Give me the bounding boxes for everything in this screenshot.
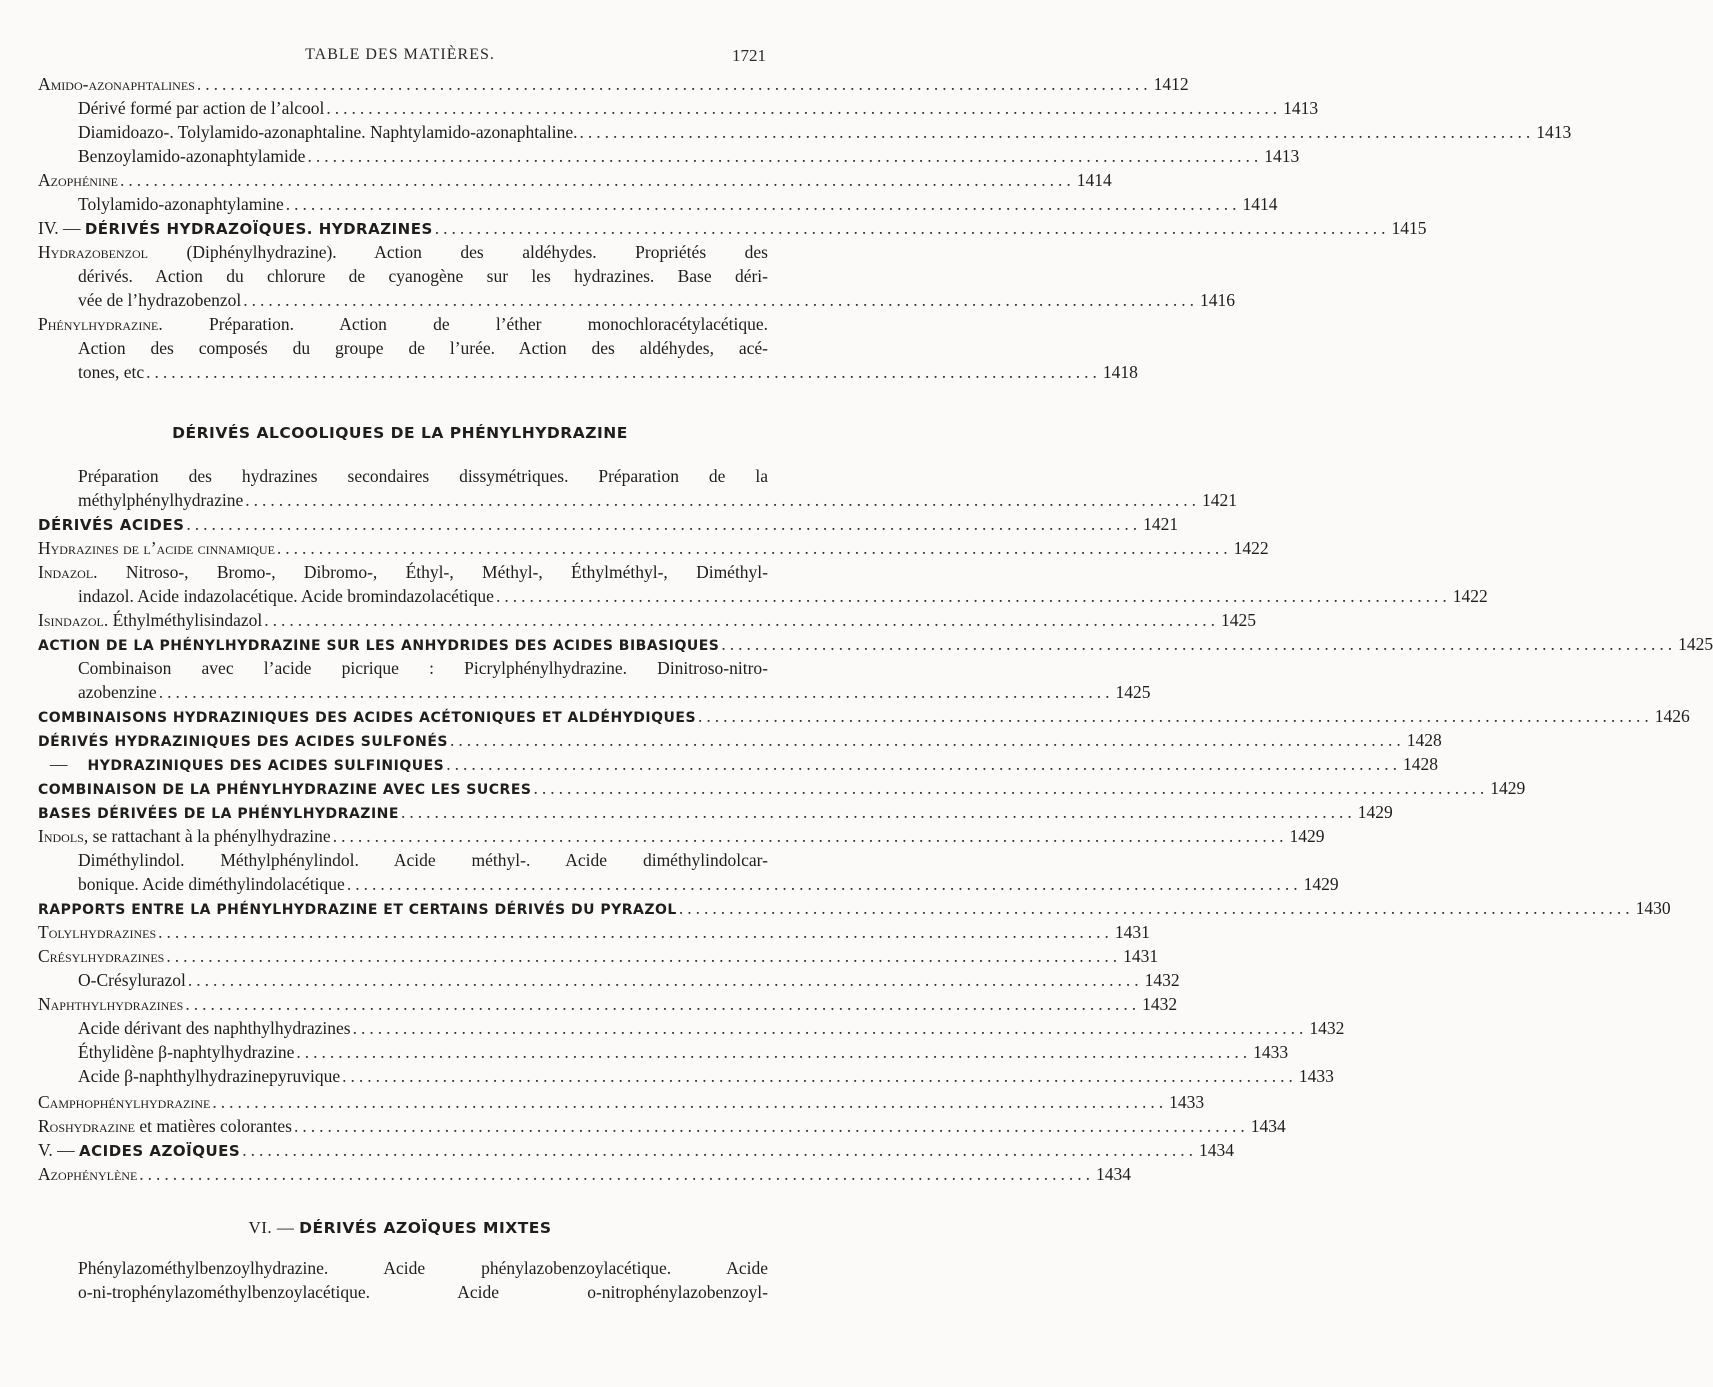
toc-entry[interactable] (78, 1016, 1345, 1040)
toc-entry-page: 1429 (1289, 826, 1325, 846)
toc-entry[interactable] (78, 1064, 1334, 1088)
toc-entry-title: DÉRIVÉS ACIDES (38, 516, 185, 534)
toc-entry-page: 1434 (1199, 1140, 1234, 1160)
dot-leader: .................................................................................................................. (146, 362, 1101, 382)
toc-entry-line: Phénylazométhylbenzoylhydrazine. Acide phénylazobenzoylacétique. Acide (78, 1258, 768, 1278)
toc-entry-page: 1414 (1242, 194, 1278, 214)
toc-entry-title: Dérivé formé par action de l’alcool (78, 98, 325, 118)
toc-entry-title: bonique. Acide diméthylindolacétique (78, 874, 345, 894)
toc-entry[interactable] (78, 680, 1151, 704)
toc-entry[interactable] (38, 1162, 1132, 1186)
toc-entry-page: 1432 (1142, 994, 1178, 1014)
dot-leader: .................................................................................................................. (245, 490, 1200, 510)
dot-leader: .................................................................................................................. (264, 610, 1220, 630)
toc-entry-title: indazol. Acide indazolacétique. Acide bromindazolacétique (78, 586, 494, 606)
toc-entry-page: 1416 (1200, 290, 1236, 310)
toc-entry[interactable] (78, 120, 1572, 144)
toc-entry-title: DÉRIVÉS HYDRAZOÏQUES. HYDRAZINES (84, 220, 433, 238)
dot-leader: .................................................................................................................. (185, 994, 1141, 1014)
toc-entry[interactable] (38, 800, 1393, 824)
toc-entry-line: Combinaison avec l’acide picrique : Picrylphénylhydrazine. Dinitroso-nitro- (78, 658, 768, 678)
dot-leader: .................................................................................................................. (579, 122, 1535, 142)
toc-entry[interactable] (38, 1090, 1205, 1114)
toc-entry[interactable] (38, 728, 1442, 752)
toc-entry-title: Isindazol (38, 610, 104, 630)
toc-entry[interactable] (38, 992, 1178, 1016)
toc-entry-page: 1425 (1115, 682, 1151, 702)
dot-leader: .................................................................................................................. (293, 1116, 1249, 1136)
toc-entry-title: Roshydrazine (38, 1116, 136, 1136)
toc-entry-page: 1429 (1303, 874, 1339, 894)
toc-entry-line[interactable] (38, 312, 768, 336)
dot-leader: .................................................................................................................. (166, 946, 1122, 966)
section-number: VI. — (248, 1218, 300, 1237)
toc-entry-title: Hydrazines de l’acide cinnamique (38, 538, 275, 558)
dot-leader: .................................................................................................................. (307, 146, 1263, 166)
toc-entry[interactable] (38, 512, 1179, 536)
toc-entry-page: 1425 (1678, 634, 1713, 654)
toc-entry-title: Acide β-naphthylhydrazinepyruvique (78, 1066, 341, 1086)
toc-entry[interactable] (38, 1114, 1286, 1138)
toc-entry[interactable] (78, 192, 1278, 216)
toc-entry-page: 1433 (1169, 1092, 1205, 1112)
dot-leader: .................................................................................................................. (186, 514, 1142, 534)
toc-entry-title: Indazol (38, 562, 94, 582)
dot-leader: .................................................................................................................. (243, 290, 1199, 310)
toc-entry[interactable] (78, 144, 1300, 168)
toc-entry-text: . Préparation. Action de l’éther monochloracétylacétique. (158, 314, 768, 334)
dot-leader: .................................................................................................................. (332, 826, 1288, 846)
toc-entry[interactable] (38, 824, 1325, 848)
toc-entry-title: Benzoylamido-azonaphtylamide (78, 146, 306, 166)
toc-entry-title: Tolylhydrazines (38, 922, 157, 942)
dot-leader: .................................................................................................................. (296, 1042, 1252, 1062)
toc-entry-title: Éthylidène β-naphtylhydrazine (78, 1042, 295, 1062)
toc-entry-page: 1426 (1654, 706, 1690, 726)
toc-entry-title: BASES DÉRIVÉES DE LA PHÉNYLHYDRAZINE (38, 806, 399, 822)
toc-entry-text: . Éthylméthylisindazol (103, 610, 263, 630)
toc-entry-title: O-Crésylurazol (78, 970, 186, 990)
toc-entry-text: . Nitroso-, Bromo-, Dibromo-, Éthyl-, Méthyl-, Éthylméthyl-, Diméthyl- (93, 562, 768, 582)
dot-leader: .................................................................................................................. (450, 730, 1405, 750)
toc-entry-line: Diméthylindol. Méthylphénylindol. Acide méthyl-. Acide diméthylindolcar- (78, 850, 768, 870)
section-title: DÉRIVÉS AZOÏQUES MIXTES (299, 1219, 552, 1237)
toc-entry[interactable] (78, 872, 1339, 896)
toc-entry[interactable] (38, 72, 1189, 96)
toc-entry[interactable] (38, 1138, 1234, 1162)
toc-entry-page: 1432 (1309, 1018, 1345, 1038)
toc-entry-page: 1431 (1123, 946, 1159, 966)
toc-entry-page: 1433 (1298, 1066, 1334, 1086)
toc-entry-title: Azophénylène (38, 1164, 138, 1184)
toc-entry[interactable] (38, 168, 1112, 192)
toc-entry-text: et matières colorantes (135, 1116, 292, 1136)
toc-entry[interactable] (78, 288, 1236, 312)
toc-entry-page: 1421 (1201, 490, 1237, 510)
toc-entry-text: (Diphénylhydrazine). Action des aldéhydes. Propriétés des (147, 242, 768, 262)
toc-entry-title: vée de l’hydrazobenzol (78, 290, 242, 310)
toc-entry-title: Tolylamido-azonaphtylamine (78, 194, 284, 214)
toc-entry-line: o-ni-trophénylazométhylbenzoylacétique. Acide o-nitrophénylazobenzoyl- (78, 1282, 768, 1302)
toc-entry-title: ACTION DE LA PHÉNYLHYDRAZINE SUR LES ANHYDRIDES DES ACIDES BIBASIQUES (38, 638, 720, 654)
page-number: 1721 (732, 46, 766, 65)
toc-entry-title: COMBINAISON DE LA PHÉNYLHYDRAZINE AVEC LES SUCRES (38, 782, 532, 798)
toc-entry-line: Action des composés du groupe de l’urée. Action des aldéhydes, acé- (78, 338, 768, 358)
toc-entry-page: 1412 (1153, 74, 1189, 94)
toc-entry-page: 1421 (1143, 514, 1179, 534)
section-heading: DÉRIVÉS ALCOOLIQUES DE LA PHÉNYLHYDRAZINE (172, 424, 628, 442)
toc-entry-title: Phénylhydrazine (38, 314, 159, 334)
toc-entry-page: 1428 (1403, 754, 1439, 774)
ditto-dash: — (50, 754, 68, 774)
toc-entry[interactable] (38, 216, 1427, 240)
toc-entry-line: dérivés. Action du chlorure de cyanogène sur les hydrazines. Base déri- (78, 266, 768, 286)
dot-leader: .................................................................................................................. (196, 74, 1152, 94)
toc-entry-title: HYDRAZINIQUES DES ACIDES SULFINIQUES (87, 758, 445, 774)
toc-entry-page: 1413 (1264, 146, 1300, 166)
toc-entry-title: Hydrazobenzol (38, 242, 148, 262)
toc-entry[interactable] (38, 896, 1671, 920)
dot-leader: .................................................................................................................. (242, 1140, 1197, 1160)
dot-leader: .................................................................................................................. (212, 1092, 1168, 1112)
toc-entry-title: azobenzine (78, 682, 157, 702)
toc-entry-line: Préparation des hydrazines secondaires dissymétriques. Préparation de la (78, 466, 768, 486)
toc-entry-title: Indols (38, 826, 84, 846)
toc-entry-page: 1418 (1102, 362, 1138, 382)
toc-entry-page: 1434 (1096, 1164, 1132, 1184)
toc-entry[interactable] (38, 944, 1159, 968)
toc-entry[interactable] (38, 920, 1150, 944)
toc-entry[interactable] (78, 360, 1138, 384)
section-heading (0, 1218, 800, 1238)
toc-entry-page: 1415 (1391, 218, 1427, 238)
toc-entry-line[interactable] (38, 560, 768, 584)
dot-leader: .................................................................................................................. (187, 970, 1143, 990)
toc-entry-page: 1429 (1490, 778, 1526, 798)
dot-leader: .................................................................................................................. (346, 874, 1302, 894)
toc-section-number: IV. — (38, 218, 85, 238)
toc-entry-title: Acide dérivant des naphthylhydrazines (78, 1018, 351, 1038)
toc-entry-page: 1429 (1357, 802, 1393, 822)
toc-entry-title: Azophénine (38, 170, 118, 190)
toc-entry-title: RAPPORTS ENTRE LA PHÉNYLHYDRAZINE ET CERTAINS DÉRIVÉS DU PYRAZOL (38, 902, 677, 918)
toc-entry-page: 1413 (1536, 122, 1572, 142)
dot-leader: .................................................................................................................. (698, 706, 1653, 726)
toc-entry-title: Diamidoazo-. Tolylamido-azonaphtaline. Naphtylamido-azonaphtaline. (78, 122, 578, 142)
dot-leader: .................................................................................................................. (326, 98, 1282, 118)
running-header-title: TABLE DES MATIÈRES. (305, 46, 495, 63)
toc-entry-title: Crésylhydrazines (38, 946, 165, 966)
toc-entry-page: 1431 (1114, 922, 1150, 942)
toc-entry-title: Amido-azonaphtalines (38, 74, 195, 94)
toc-entry-title: DÉRIVÉS HYDRAZINIQUES DES ACIDES SULFONÉS (38, 734, 448, 750)
toc-entry-page: 1434 (1250, 1116, 1286, 1136)
toc-entry-page: 1428 (1406, 730, 1442, 750)
toc-entry[interactable] (38, 536, 1269, 560)
dot-leader: .................................................................................................................. (285, 194, 1241, 214)
toc-entry-text: , se rattachant à la phénylhydrazine (83, 826, 331, 846)
toc-entry-page: 1422 (1452, 586, 1488, 606)
toc-entry-title: tones, etc (78, 362, 145, 382)
dot-leader: .................................................................................................................. (400, 802, 1356, 822)
toc-entry-title: COMBINAISONS HYDRAZINIQUES DES ACIDES ACÉTONIQUES ET ALDÉHYDIQUES (38, 710, 697, 726)
toc-entry[interactable] (78, 584, 1488, 608)
toc-entry-page: 1430 (1635, 898, 1671, 918)
dot-leader: .................................................................................................................. (678, 898, 1634, 918)
dot-leader: .................................................................................................................. (158, 682, 1114, 702)
toc-entry[interactable] (78, 96, 1319, 120)
dot-leader: .................................................................................................................. (446, 754, 1402, 774)
toc-entry[interactable] (38, 608, 1257, 632)
toc-entry[interactable] (38, 632, 1713, 656)
toc-entry-page: 1422 (1233, 538, 1269, 558)
toc-section-number: V. — (38, 1140, 80, 1160)
toc-entry-title: Camphophénylhydrazine (38, 1092, 211, 1112)
toc-entry-title: ACIDES AZOÏQUES (79, 1142, 241, 1160)
toc-entry-page: 1425 (1221, 610, 1257, 630)
toc-entry-page: 1432 (1144, 970, 1180, 990)
toc-entry-page: 1413 (1283, 98, 1319, 118)
dot-leader: .................................................................................................................. (276, 538, 1232, 558)
toc-entry[interactable] (78, 968, 1180, 992)
toc-entry[interactable] (38, 776, 1526, 800)
toc-entry[interactable] (78, 1040, 1289, 1064)
toc-entry[interactable] (38, 704, 1690, 728)
dot-leader: .................................................................................................................. (533, 778, 1489, 798)
toc-entry-page: 1414 (1076, 170, 1112, 190)
dot-leader: .................................................................................................................. (119, 170, 1075, 190)
dot-leader: .................................................................................................................. (434, 218, 1390, 238)
toc-entry-title: Naphthylhydrazines (38, 994, 184, 1014)
toc-entry-page: 1433 (1253, 1042, 1289, 1062)
toc-entry-title: méthylphénylhydrazine (78, 490, 244, 510)
toc-entry[interactable] (38, 752, 1439, 776)
dot-leader: .................................................................................................................. (721, 634, 1677, 654)
toc-entry-line[interactable] (38, 240, 768, 264)
dot-leader: .................................................................................................................. (158, 922, 1113, 942)
dot-leader: .................................................................................................................. (352, 1018, 1308, 1038)
toc-entry[interactable] (78, 488, 1237, 512)
dot-leader: .................................................................................................................. (495, 586, 1451, 606)
dot-leader: .................................................................................................................. (342, 1066, 1297, 1086)
dot-leader: .................................................................................................................. (139, 1164, 1095, 1184)
